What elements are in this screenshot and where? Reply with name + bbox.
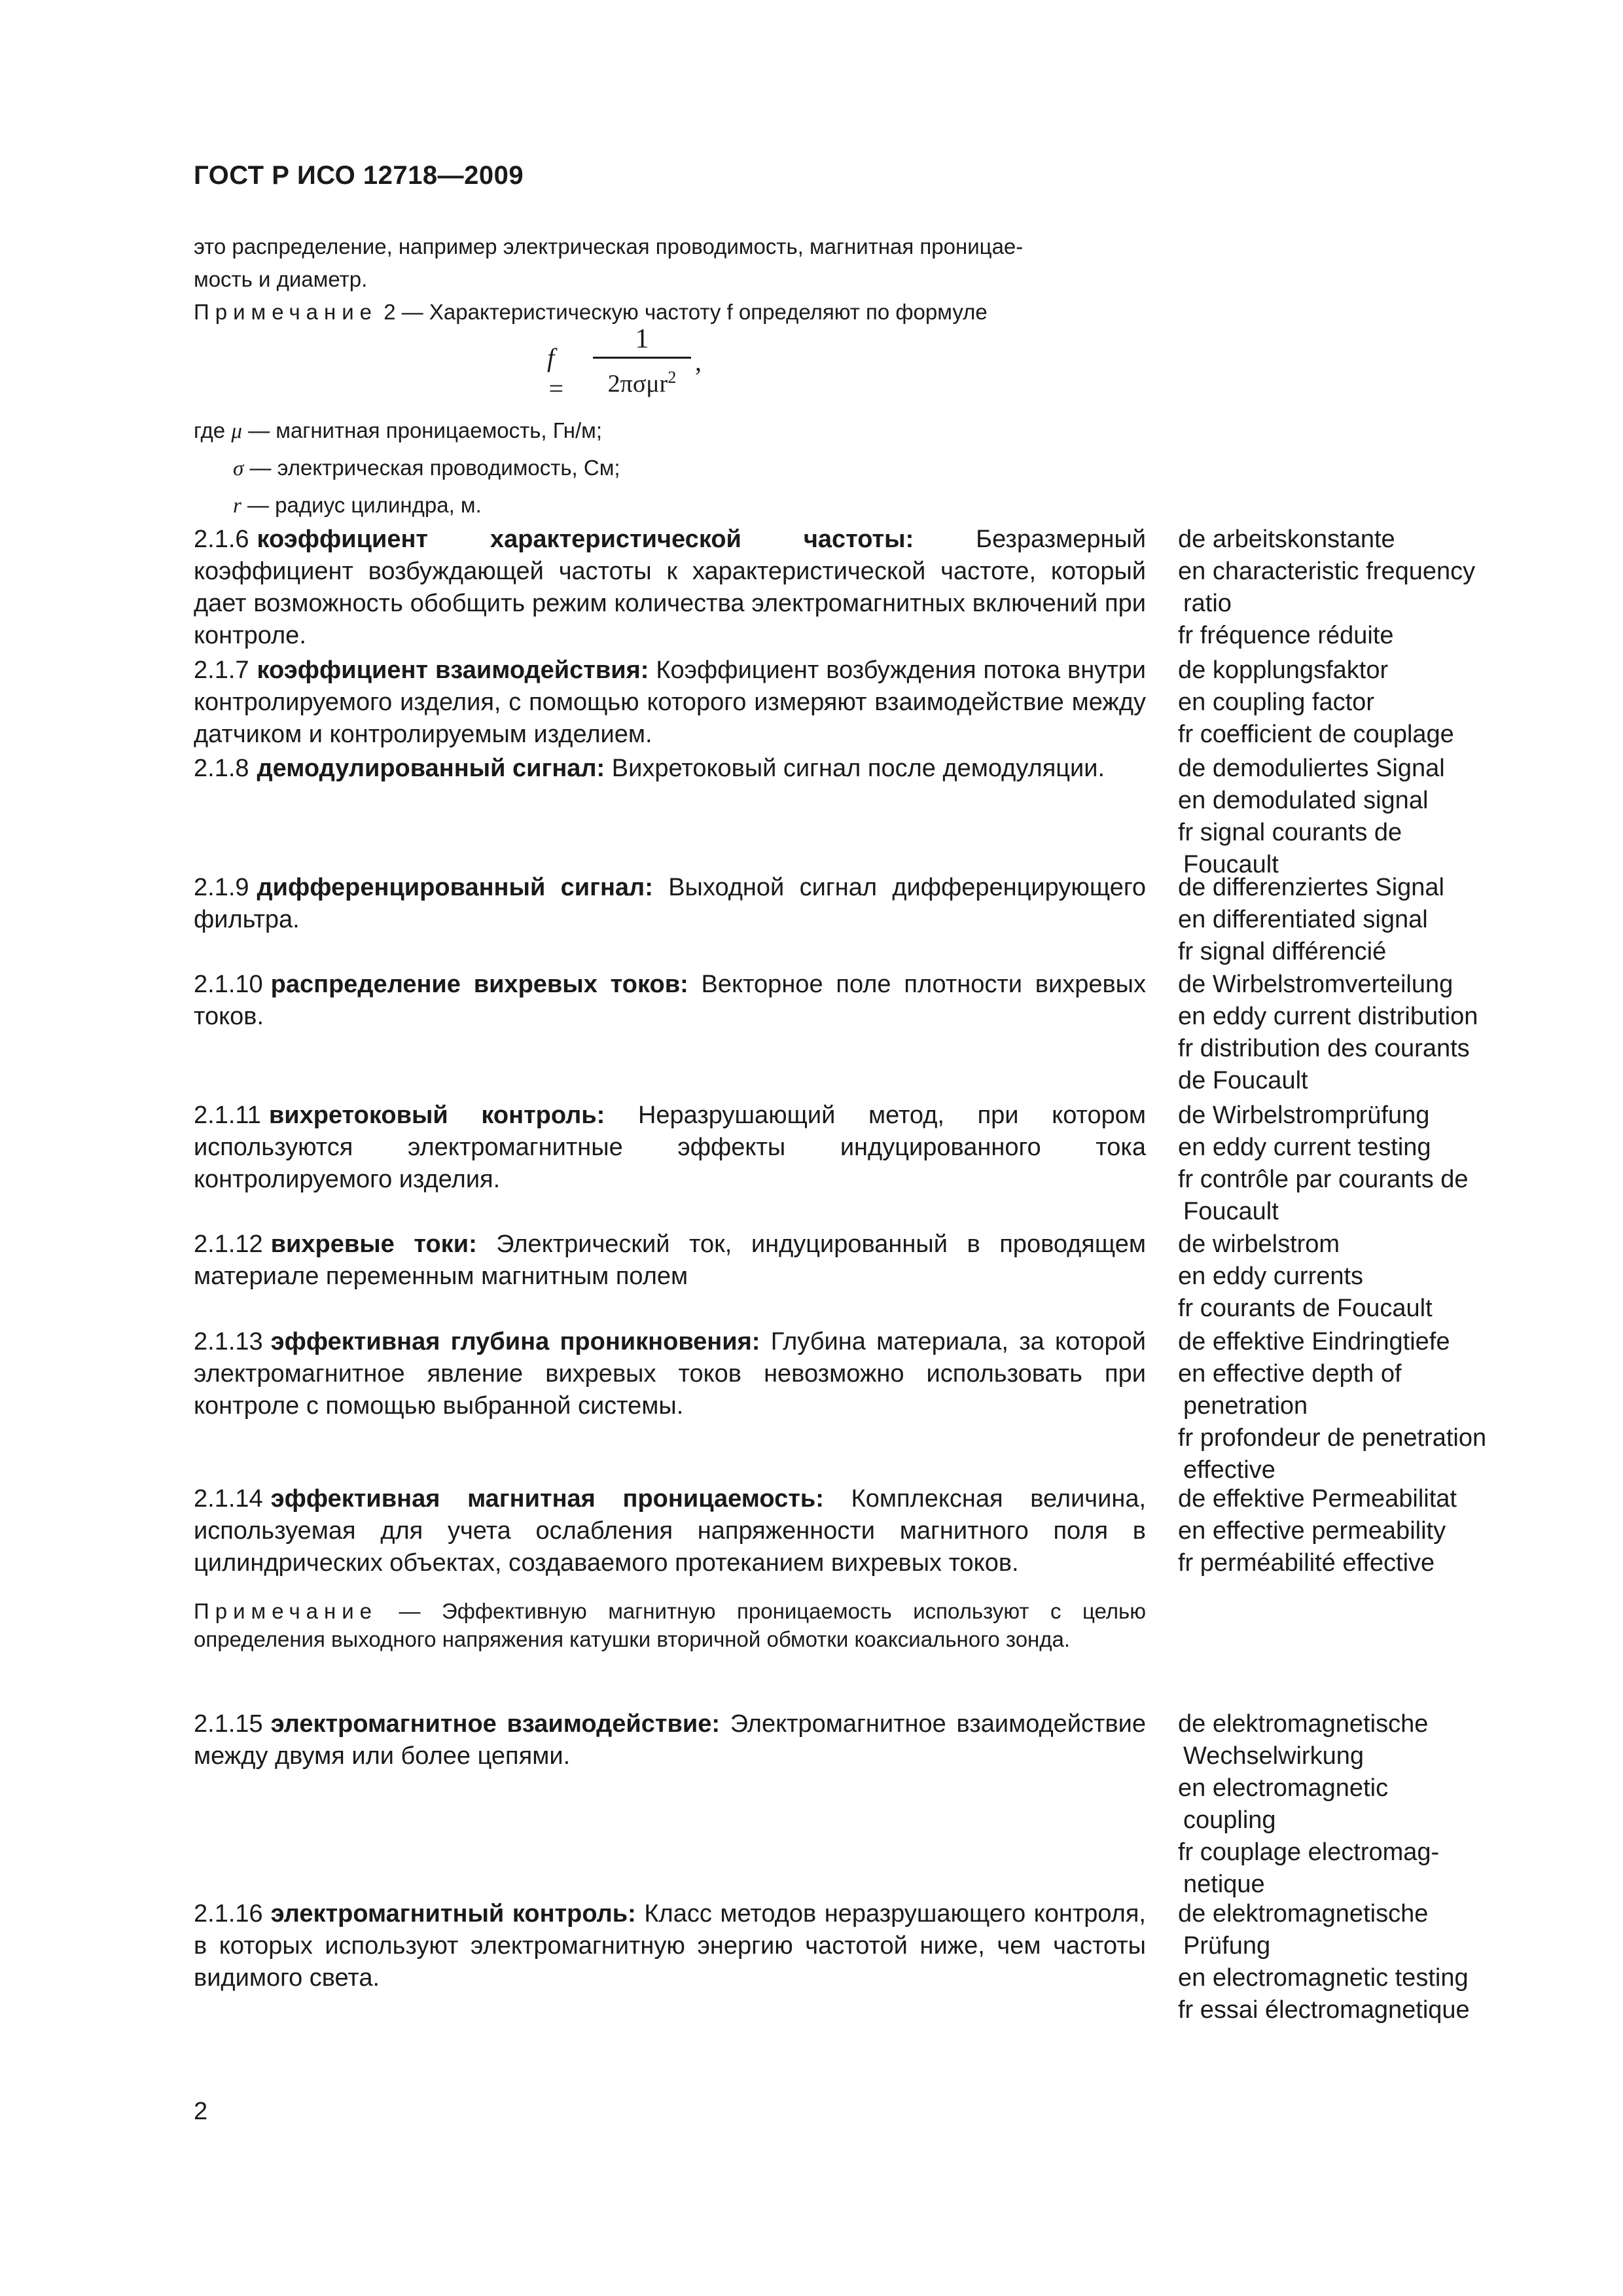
equivalent-line: fr coefficient de couplage xyxy=(1178,721,1454,748)
equivalent-line: de Foucault xyxy=(1178,1067,1308,1094)
equivalent-line: Prüfung xyxy=(1183,1932,1271,1960)
term-description: Коэффициент возбуждения потока внутри контролируемого изделия, с помощью которого измеряют взаимодействие между датчиком и контролируемым изделием. xyxy=(194,656,1146,748)
equivalent-line: en electromagnetic testing xyxy=(1178,1964,1469,1992)
legend-symbol: r xyxy=(233,494,241,518)
term-description: Электромагнитное взаимодействие между двумя или более цепями. xyxy=(194,1710,1146,1770)
term-equivalents xyxy=(1178,753,1503,881)
equivalent-line: de kopplungsfaktor xyxy=(1178,656,1389,684)
equivalent-line: Foucault xyxy=(1183,851,1279,878)
term-number: 2.1.11 xyxy=(194,1102,261,1129)
formula-numerator: 1 xyxy=(635,324,649,354)
equivalent-line: fr signal courants de xyxy=(1178,819,1402,846)
equivalent-line: de elektromagnetische xyxy=(1178,1900,1429,1928)
term-number: 2.1.8 xyxy=(194,755,249,782)
term-number: 2.1.7 xyxy=(194,656,249,684)
equivalent-line: en demodulated signal xyxy=(1178,787,1429,814)
term-number: 2.1.13 xyxy=(194,1328,263,1355)
term-description: Комплексная величина, используемая для учета ослабления напряженности магнитного поля в цилиндрических объектах, создаваемого протеканием вихревых токов. xyxy=(194,1485,1147,1577)
legend-symbol: σ xyxy=(233,457,244,480)
term-name: электромагнитное взаимодействие: xyxy=(270,1710,720,1738)
equivalent-line: de arbeitskonstante xyxy=(1178,526,1395,553)
term-equivalents xyxy=(1178,1326,1503,1486)
equivalent-line: fr courants de Foucault xyxy=(1178,1295,1433,1322)
equivalent-line: en electromagnetic xyxy=(1178,1774,1389,1802)
term-number: 2.1.14 xyxy=(194,1485,263,1513)
term-definition xyxy=(194,1483,1146,1579)
term-definition xyxy=(194,753,1146,785)
term-equivalents xyxy=(1178,1708,1503,1901)
equivalent-line: de effektive Permeabilitat xyxy=(1178,1485,1457,1513)
formula-trail: , xyxy=(695,347,702,376)
equivalent-line: en eddy current testing xyxy=(1178,1134,1431,1161)
term-description: Класс методов неразрушающего контроля, в которых используют электромагнитную энергию частотой ниже, чем частоты видимого света. xyxy=(194,1900,1146,1992)
document-header: ГОСТ Р ИСО 12718—2009 xyxy=(194,161,524,190)
equivalent-line: de demoduliertes Signal xyxy=(1178,755,1445,782)
equivalent-line: fr signal différencié xyxy=(1178,938,1387,965)
term-name: демодулированный сигнал: xyxy=(257,755,605,782)
equivalent-line: en eddy currents xyxy=(1178,1263,1364,1290)
equivalent-line: fr couplage electromag- xyxy=(1178,1839,1440,1866)
term-name: электромагнитный контроль: xyxy=(270,1900,636,1928)
formula-denominator-base: 2πσμr xyxy=(607,370,668,398)
term-name: коэффициент характеристической частоты: xyxy=(257,526,914,553)
equivalent-line: de differenziertes Signal xyxy=(1178,874,1444,901)
legend-text: — электрическая проводимость, См; xyxy=(243,456,620,480)
equivalent-line: fr fréquence réduite xyxy=(1178,622,1394,649)
term-definition xyxy=(194,872,1146,936)
note-text: 2 — Характеристическую частоту f определяют по формуле xyxy=(383,300,988,324)
note-label: Примечание xyxy=(194,300,378,324)
equivalent-line: effective xyxy=(1183,1456,1275,1484)
term-equivalents xyxy=(1178,524,1503,652)
equivalent-line: coupling xyxy=(1183,1806,1276,1834)
term-name: вихретоковый контроль: xyxy=(268,1102,605,1129)
intro-line: мость и диаметр. xyxy=(194,267,368,291)
term-number: 2.1.16 xyxy=(194,1900,263,1928)
equivalent-line: de Wirbelstromverteilung xyxy=(1178,971,1454,998)
term-definition xyxy=(194,655,1146,751)
term-name: эффективная глубина проникновения: xyxy=(270,1328,760,1355)
equivalent-line: penetration xyxy=(1183,1392,1308,1420)
equivalent-line: de Wirbelstromprüfung xyxy=(1178,1102,1430,1129)
term-name: вихревые токи: xyxy=(270,1230,477,1258)
term-definition xyxy=(194,1100,1146,1196)
page-number: 2 xyxy=(194,2098,208,2125)
equivalent-line: en effective depth of xyxy=(1178,1360,1402,1388)
term-name: распределение вихревых токов: xyxy=(270,971,688,998)
term-description: Вихретоковый сигнал после демодуляции. xyxy=(605,755,1105,782)
term-definition xyxy=(194,1898,1146,1994)
equivalent-line: fr distribution des courants xyxy=(1178,1035,1470,1062)
equivalent-line: en differentiated signal xyxy=(1178,906,1428,933)
term-definition xyxy=(194,1708,1146,1772)
legend-text: — магнитная проницаемость, Гн/м; xyxy=(241,418,603,442)
term-description: Неразрушающий метод, при котором используются электромагнитные эффекты индуцированного тока контролируемого изделия. xyxy=(194,1102,1147,1193)
term-definition xyxy=(194,524,1146,652)
equivalent-line: en characteristic frequency xyxy=(1178,558,1476,585)
equivalent-line: ratio xyxy=(1183,590,1232,617)
term-number: 2.1.15 xyxy=(194,1710,263,1738)
term-description: Глубина материала, за которой электромагнитное явление вихревых токов невозможно использовать при контроле с помощью выбранной системы. xyxy=(194,1328,1146,1420)
term-equivalents xyxy=(1178,969,1503,1097)
term-equivalents xyxy=(1178,1898,1503,2026)
term-equivalents xyxy=(1178,655,1503,751)
term-number: 2.1.9 xyxy=(194,874,249,901)
term-description: Выходной сигнал дифференцирующего фильтра. xyxy=(194,874,1146,933)
equivalent-line: de effektive Eindringtiefe xyxy=(1178,1328,1450,1355)
term-name: дифференцированный сигнал: xyxy=(257,874,653,901)
equivalent-line: en eddy current distribution xyxy=(1178,1003,1478,1030)
legend-text: — радиус цилиндра, м. xyxy=(241,493,482,517)
term-equivalents xyxy=(1178,1483,1503,1579)
term-definition xyxy=(194,969,1146,1033)
term-equivalents xyxy=(1178,1229,1503,1325)
term-number: 2.1.10 xyxy=(194,971,263,998)
equivalent-line: fr contrôle par courants de xyxy=(1178,1166,1469,1193)
equivalent-line: en coupling factor xyxy=(1178,689,1374,716)
term-name: эффективная магнитная проницаемость: xyxy=(270,1485,824,1513)
note-text: — Эффективную магнитную проницаемость используют с целью определения выходного напряжения катушки вторичной обмотки коаксиального зонда. xyxy=(194,1599,1146,1651)
term-equivalents xyxy=(1178,1100,1503,1228)
equivalent-line: en effective permeability xyxy=(1178,1517,1446,1545)
formula-exponent: 2 xyxy=(668,368,677,387)
equivalent-line: de wirbelstrom xyxy=(1178,1230,1340,1258)
term-definition xyxy=(194,1326,1146,1422)
term-description: Векторное поле плотности вихревых токов. xyxy=(194,971,1146,1030)
intro-line: это распределение, например электрическая проводимость, магнитная проницае- xyxy=(194,234,1024,259)
equivalent-line: fr perméabilité effective xyxy=(1178,1549,1435,1577)
term-description: Безразмерный коэффициент возбуждающей частоты к характеристической частоте, который дает возможность обобщить режим количества электромагнитных включений при контроле. xyxy=(194,526,1147,649)
equivalent-line: de elektromagnetische xyxy=(1178,1710,1429,1738)
note-label: Примечание xyxy=(194,1599,378,1623)
equivalent-line: fr essai électromagnetique xyxy=(1178,1996,1470,2024)
term-name: коэффициент взаимодействия: xyxy=(257,656,649,684)
equivalent-line: fr profondeur de penetration xyxy=(1178,1424,1487,1452)
term-number: 2.1.12 xyxy=(194,1230,263,1258)
term-definition xyxy=(194,1229,1146,1293)
equivalent-line: Foucault xyxy=(1183,1198,1279,1225)
term-number: 2.1.6 xyxy=(194,526,249,553)
legend-symbol: μ xyxy=(231,420,242,443)
equivalent-line: netique xyxy=(1183,1871,1265,1898)
formula-lhs: f = xyxy=(547,343,565,403)
term-equivalents xyxy=(1178,872,1503,968)
legend-intro: где xyxy=(194,418,226,442)
term-description: Электрический ток, индуцированный в проводящем материале переменным магнитным полем xyxy=(194,1230,1146,1290)
term-note xyxy=(194,1597,1146,1653)
equivalent-line: Wechselwirkung xyxy=(1183,1742,1364,1770)
